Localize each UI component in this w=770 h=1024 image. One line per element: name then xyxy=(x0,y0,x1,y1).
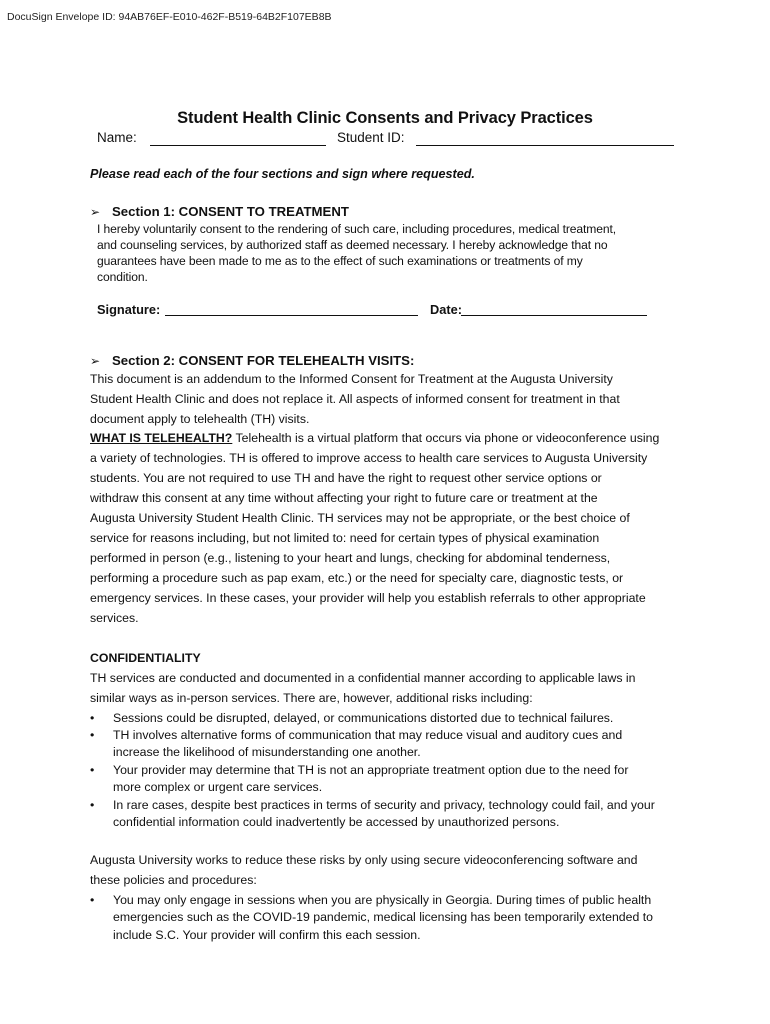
section2-intro-line: This document is an addendum to the Informed Consent for Treatment at the Augusta University xyxy=(90,372,613,386)
section2-intro-line: Student Health Clinic and does not replace it. All aspects of informed consent for treatment in that xyxy=(90,392,620,406)
policy-bullet-text: include S.C. Your provider will confirm this each session. xyxy=(113,928,421,942)
confidentiality-line: similar ways as in-person services. There are, however, additional risks including: xyxy=(90,691,533,705)
bullet-icon: • xyxy=(90,798,95,812)
what-is-line: performed in person (e.g., listening to your heart and lungs, checking for abdominal tenderness, xyxy=(90,551,611,565)
docusign-envelope-id: DocuSign Envelope ID: 94AB76EF-E010-462F-B519-64B2F107EB8B xyxy=(7,11,332,23)
name-label: Name: xyxy=(97,130,137,145)
risk-bullet-text: increase the likelihood of misunderstanding one another. xyxy=(113,745,421,759)
what-is-line: services. xyxy=(90,611,139,625)
risk-bullet-text: confidential information could inadvertently be accessed by unauthorized persons. xyxy=(113,815,560,829)
signature-label: Signature: xyxy=(97,302,161,317)
arrow-bullet-icon: ➢ xyxy=(90,354,101,368)
what-is-line: students. You are not required to use TH and have the right to request other service options or xyxy=(90,471,602,485)
date-field[interactable] xyxy=(461,315,647,316)
signature-field[interactable] xyxy=(165,315,418,316)
confidentiality-heading: CONFIDENTIALITY xyxy=(90,651,201,665)
what-is-telehealth-label: WHAT IS TELEHEALTH? xyxy=(90,431,233,445)
risk-bullet-text: more complex or urgent care services. xyxy=(113,780,323,794)
bullet-icon: • xyxy=(90,728,95,742)
name-field[interactable] xyxy=(150,145,326,146)
section2-intro-line: document apply to telehealth (TH) visits. xyxy=(90,412,310,426)
student-id-field[interactable] xyxy=(416,145,674,146)
instructions: Please read each of the four sections and sign where requested. xyxy=(90,167,475,181)
bullet-icon: • xyxy=(90,893,95,907)
bullet-icon: • xyxy=(90,711,95,725)
bullet-icon: • xyxy=(90,763,95,777)
confidentiality-line: TH services are conducted and documented in a confidential manner according to applicable laws in xyxy=(90,671,636,685)
policy-bullet-text: You may only engage in sessions when you are physically in Georgia. During times of public health xyxy=(113,893,652,907)
section1-heading-text: Section 1: CONSENT TO TREATMENT xyxy=(112,204,349,219)
risk-bullet-text: Sessions could be disrupted, delayed, or communications distorted due to technical failures. xyxy=(113,711,614,725)
section1-heading xyxy=(90,204,349,219)
reduce-risks-line: these policies and procedures: xyxy=(90,873,257,887)
section1-line: I hereby voluntarily consent to the rendering of such care, including procedures, medical treatment, xyxy=(97,222,617,236)
section2-heading-text: Section 2: CONSENT FOR TELEHEALTH VISITS: xyxy=(112,353,415,368)
risk-bullet-text: TH involves alternative forms of communication that may reduce visual and auditory cues and xyxy=(113,728,623,742)
section1-line: condition. xyxy=(97,270,148,284)
what-is-line: Augusta University Student Health Clinic. TH services may not be appropriate, or the best choice of xyxy=(90,511,630,525)
what-is-line: withdraw this consent at any time without affecting your right to future care or treatment at the xyxy=(90,491,598,505)
what-is-line: performing a procedure such as pap exam, etc.) or the need for specialty care, diagnostic tests, or xyxy=(90,571,624,585)
arrow-bullet-icon: ➢ xyxy=(90,205,101,219)
date-label: Date: xyxy=(430,302,462,317)
what-is-line: service for reasons including, but not limited to: need for certain types of physical examination xyxy=(90,531,600,545)
section1-line: guarantees have been made to me as to the effect of such examinations or treatments of my xyxy=(97,254,583,268)
section2-heading xyxy=(90,353,414,368)
what-is-telehealth-text: Telehealth is a virtual platform that occurs via phone or videoconference using xyxy=(232,431,660,445)
what-is-line: emergency services. In these cases, your provider will help you establish referrals to other appropriate xyxy=(90,591,646,605)
reduce-risks-line: Augusta University works to reduce these risks by only using secure videoconferencing software and xyxy=(90,853,638,867)
page-title: Student Health Clinic Consents and Privacy Practices xyxy=(177,109,593,127)
what-is-line: a variety of technologies. TH is offered to improve access to health care services to Augusta University xyxy=(90,451,648,465)
what-is-telehealth-paragraph xyxy=(90,431,659,445)
student-id-label: Student ID: xyxy=(337,130,405,145)
section1-line: and counseling services, by authorized staff as deemed necessary. I hereby acknowledge that no xyxy=(97,238,608,252)
policy-bullet-text: emergencies such as the COVID-19 pandemic, medical licensing has been temporarily extended to xyxy=(113,910,653,924)
risk-bullet-text: Your provider may determine that TH is not an appropriate treatment option due to the need for xyxy=(113,763,629,777)
risk-bullet-text: In rare cases, despite best practices in terms of security and privacy, technology could fail, and your xyxy=(113,798,655,812)
